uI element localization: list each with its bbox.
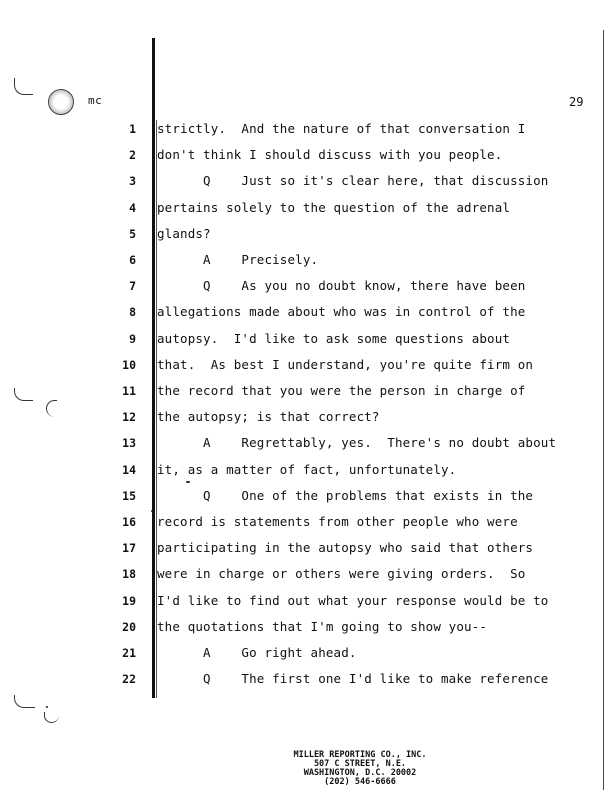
footer-city: WASHINGTON, D.C. 20002 (303, 768, 417, 778)
line-number: 8 (129, 305, 136, 319)
transcript-line: glands? (157, 226, 211, 241)
page-number: 29 (569, 95, 584, 109)
line-number: 3 (129, 174, 136, 188)
transcript-line: it, as a matter of fact, unfortunately. (157, 462, 457, 477)
court-reporter-footer (260, 751, 460, 787)
footer-phone: (202) 546-6666 (324, 777, 396, 787)
line-number: 12 (122, 410, 136, 424)
transcript-line: Q One of the problems that exists in the (157, 488, 534, 503)
transcript-line: were in charge or others were giving orders. So (157, 566, 526, 581)
line-number: 17 (122, 541, 136, 555)
punch-hole-mark-bottom-2 (44, 712, 59, 723)
reporter-initials: mc (88, 94, 103, 107)
transcript-line: record is statements from other people who were (157, 514, 518, 529)
transcript-line: the quotations that I'm going to show you-- (157, 619, 488, 634)
transcript-line: autopsy. I'd like to ask some questions about (157, 331, 511, 346)
line-number: 1 (129, 122, 136, 136)
line-number: 19 (122, 594, 136, 608)
footer-street: 507 C STREET, N.E. (313, 759, 407, 769)
transcript-line: the autopsy; is that correct? (157, 409, 380, 424)
line-number: 20 (122, 620, 136, 634)
footer-company: MILLER REPORTING CO., INC. (293, 750, 427, 760)
line-number: 7 (129, 279, 136, 293)
reporter-seal-icon (48, 89, 74, 115)
line-number: 5 (129, 227, 136, 241)
transcript-line: Q As you no doubt know, there have been (157, 278, 526, 293)
transcript-line: Q Just so it's clear here, that discussion (157, 173, 549, 188)
line-number: 4 (129, 201, 136, 215)
transcript-line: A Regrettably, yes. There's no doubt about (157, 435, 557, 450)
transcript-line: I'd like to find out what your response would be to (157, 593, 549, 608)
transcript-line: A Go right ahead. (157, 645, 357, 660)
left-margin-rule (152, 38, 155, 698)
transcript-line: that. As best I understand, you're quite firm on (157, 357, 534, 372)
line-number: 10 (122, 358, 136, 372)
transcript-line: the record that you were the person in charge of (157, 383, 526, 398)
line-number: 16 (122, 515, 136, 529)
right-margin-rule (603, 30, 604, 790)
line-number: 11 (122, 384, 136, 398)
scan-speck (46, 706, 48, 708)
transcript-line: strictly. And the nature of that conversation I (157, 121, 526, 136)
line-number: 22 (122, 672, 136, 686)
punch-hole-mark-bottom (14, 695, 35, 708)
punch-hole-mark-middle-2 (46, 400, 57, 417)
line-number: 2 (129, 148, 136, 162)
line-number: 21 (122, 646, 136, 660)
line-number: 14 (122, 463, 136, 477)
punch-hole-mark-top (14, 78, 33, 95)
scan-speck (151, 510, 153, 512)
line-number: 18 (122, 567, 136, 581)
transcript-line: don't think I should discuss with you people. (157, 147, 503, 162)
transcript-line: Q The first one I'd like to make reference (157, 671, 549, 686)
scan-speck (186, 481, 190, 483)
line-number: 9 (129, 332, 136, 346)
line-number: 15 (122, 489, 136, 503)
line-number: 6 (129, 253, 136, 267)
line-number: 13 (122, 436, 136, 450)
punch-hole-mark-middle (14, 388, 33, 401)
transcript-line: pertains solely to the question of the adrenal (157, 200, 511, 215)
transcript-line: A Precisely. (157, 252, 319, 267)
transcript-line: allegations made about who was in control of the (157, 304, 526, 319)
transcript-line: participating in the autopsy who said that others (157, 540, 534, 555)
